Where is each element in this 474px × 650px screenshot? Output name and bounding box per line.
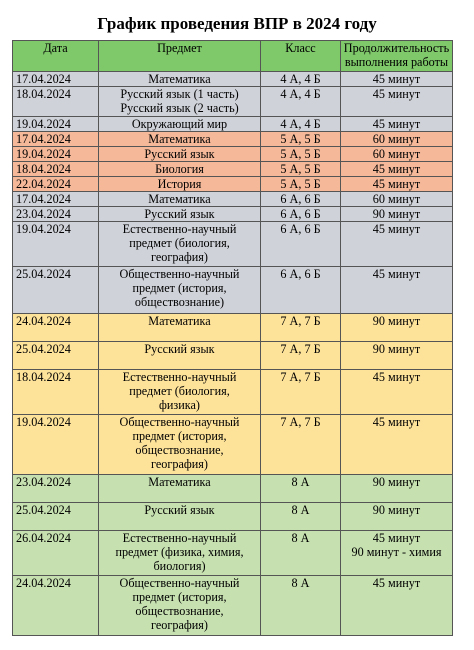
cell-date: 18.04.2024 (13, 87, 99, 117)
subject-line: Общественно-научный (119, 267, 240, 281)
cell-duration (341, 415, 453, 475)
cell-class: 8 А (261, 503, 341, 531)
table-row (13, 207, 453, 222)
subject-line: предмет (история, (132, 429, 227, 443)
cell-class: 4 А, 4 Б (261, 117, 341, 132)
subject-line: Математика (148, 475, 211, 489)
cell-subject (99, 531, 261, 576)
subject-line: Русский язык (144, 207, 215, 221)
cell-date: 26.04.2024 (13, 531, 99, 576)
subject-line: Естественно-научный (122, 222, 237, 236)
cell-duration (341, 177, 453, 192)
cell-subject (99, 576, 261, 636)
duration-line: 90 минут - химия (351, 545, 442, 559)
table-row (13, 222, 453, 267)
cell-subject (99, 267, 261, 314)
subject-line: предмет (история, (132, 590, 227, 604)
cell-class: 5 А, 5 Б (261, 162, 341, 177)
cell-date: 19.04.2024 (13, 415, 99, 475)
duration-line: 45 минут (372, 162, 421, 176)
subject-line: Русский язык (2 часть) (120, 101, 239, 115)
table-row (13, 576, 453, 636)
cell-subject (99, 177, 261, 192)
duration-line: 45 минут (372, 370, 421, 384)
cell-date: 19.04.2024 (13, 147, 99, 162)
cell-class: 8 А (261, 576, 341, 636)
cell-class: 6 А, 6 Б (261, 222, 341, 267)
subject-line: Математика (148, 132, 211, 146)
header-subject: Предмет (99, 41, 261, 72)
duration-line: 45 минут (372, 72, 421, 86)
table-row (13, 267, 453, 314)
cell-date: 18.04.2024 (13, 370, 99, 415)
duration-line: 90 минут (372, 207, 421, 221)
duration-line: 90 минут (372, 314, 421, 328)
cell-duration (341, 314, 453, 342)
subject-line: предмет (биология, (129, 384, 230, 398)
cell-date: 25.04.2024 (13, 342, 99, 370)
cell-duration (341, 342, 453, 370)
cell-duration (341, 132, 453, 147)
cell-class: 7 А, 7 Б (261, 314, 341, 342)
cell-date: 24.04.2024 (13, 576, 99, 636)
cell-class: 8 А (261, 531, 341, 576)
duration-line: 45 минут (372, 117, 421, 131)
table-row (13, 314, 453, 342)
duration-line: 45 минут (372, 415, 421, 429)
table-row (13, 531, 453, 576)
cell-duration (341, 475, 453, 503)
cell-subject (99, 314, 261, 342)
duration-line: 60 минут (372, 147, 421, 161)
subject-line: Русский язык (144, 147, 215, 161)
header-class: Класс (261, 41, 341, 72)
table-row (13, 87, 453, 117)
cell-class: 4 А, 4 Б (261, 72, 341, 87)
cell-class: 7 А, 7 Б (261, 415, 341, 475)
table-row (13, 370, 453, 415)
subject-line: обществознание) (134, 295, 225, 309)
subject-line: Окружающий мир (131, 117, 228, 131)
cell-duration (341, 72, 453, 87)
duration-line: 45 минут (372, 531, 421, 545)
subject-line: обществознание, (135, 443, 224, 457)
cell-subject (99, 117, 261, 132)
duration-line: 45 минут (372, 87, 421, 101)
cell-duration (341, 222, 453, 267)
header-duration: Продолжительность выполнения работы (341, 41, 453, 72)
cell-class: 5 А, 5 Б (261, 147, 341, 162)
subject-line: История (157, 177, 202, 191)
cell-class: 7 А, 7 Б (261, 342, 341, 370)
page-title: График проведения ВПР в 2024 году (97, 14, 377, 33)
cell-duration (341, 370, 453, 415)
duration-line: 90 минут (372, 503, 421, 517)
cell-date: 25.04.2024 (13, 503, 99, 531)
table-row (13, 503, 453, 531)
cell-date: 23.04.2024 (13, 475, 99, 503)
subject-line: предмет (физика, химия, (115, 545, 244, 559)
duration-line: 45 минут (372, 576, 421, 590)
cell-duration (341, 147, 453, 162)
duration-line: 60 минут (372, 192, 421, 206)
cell-subject (99, 87, 261, 117)
cell-subject (99, 503, 261, 531)
cell-date: 17.04.2024 (13, 192, 99, 207)
cell-subject (99, 222, 261, 267)
table-row (13, 192, 453, 207)
table-row (13, 162, 453, 177)
subject-line: предмет (биология, (129, 236, 230, 250)
subject-line: Математика (148, 72, 211, 86)
cell-date: 22.04.2024 (13, 177, 99, 192)
subject-line: физика) (159, 398, 200, 412)
table-row (13, 342, 453, 370)
duration-line: 45 минут (372, 177, 421, 191)
table-row (13, 177, 453, 192)
subject-line: Общественно-научный (119, 576, 240, 590)
duration-line: 90 минут (372, 342, 421, 356)
subject-line: Естественно-научный (122, 370, 237, 384)
cell-date: 19.04.2024 (13, 222, 99, 267)
cell-class: 8 А (261, 475, 341, 503)
cell-subject (99, 72, 261, 87)
cell-duration (341, 117, 453, 132)
cell-duration (341, 192, 453, 207)
subject-line: предмет (история, (132, 281, 227, 295)
cell-subject (99, 415, 261, 475)
cell-duration (341, 162, 453, 177)
cell-class: 7 А, 7 Б (261, 370, 341, 415)
subject-line: география) (151, 457, 208, 471)
header-date: Дата (13, 41, 99, 72)
cell-date: 24.04.2024 (13, 314, 99, 342)
subject-line: Общественно-научный (119, 415, 240, 429)
cell-date: 23.04.2024 (13, 207, 99, 222)
cell-date: 19.04.2024 (13, 117, 99, 132)
cell-class: 6 А, 6 Б (261, 207, 341, 222)
cell-duration (341, 267, 453, 314)
duration-line: 45 минут (372, 267, 421, 281)
cell-date: 18.04.2024 (13, 162, 99, 177)
cell-class: 5 А, 5 Б (261, 132, 341, 147)
cell-date: 17.04.2024 (13, 132, 99, 147)
cell-class: 4 А, 4 Б (261, 87, 341, 117)
cell-class: 6 А, 6 Б (261, 267, 341, 314)
subject-line: география) (151, 250, 208, 264)
subject-line: Естественно-научный (122, 531, 237, 545)
table-row (13, 117, 453, 132)
cell-subject (99, 162, 261, 177)
subject-line: Биология (155, 162, 204, 176)
cell-duration (341, 87, 453, 117)
cell-duration (341, 207, 453, 222)
cell-duration (341, 576, 453, 636)
table-header-row (13, 41, 453, 72)
duration-line: 60 минут (372, 132, 421, 146)
table-row (13, 72, 453, 87)
table-body (13, 72, 453, 636)
table-row (13, 132, 453, 147)
schedule-table (12, 40, 453, 636)
subject-line: география) (151, 618, 208, 632)
subject-line: обществознание, (135, 604, 224, 618)
table-row (13, 475, 453, 503)
cell-subject (99, 147, 261, 162)
subject-line: Русский язык (144, 342, 215, 356)
cell-subject (99, 370, 261, 415)
table-row (13, 147, 453, 162)
cell-subject (99, 207, 261, 222)
duration-line: 45 минут (372, 222, 421, 236)
cell-duration (341, 531, 453, 576)
cell-date: 25.04.2024 (13, 267, 99, 314)
subject-line: Математика (148, 192, 211, 206)
cell-subject (99, 192, 261, 207)
cell-class: 5 А, 5 Б (261, 177, 341, 192)
cell-subject (99, 132, 261, 147)
table-row (13, 415, 453, 475)
subject-line: биология) (153, 559, 206, 573)
cell-duration (341, 503, 453, 531)
cell-date: 17.04.2024 (13, 72, 99, 87)
subject-line: Русский язык (144, 503, 215, 517)
subject-line: Русский язык (1 часть) (120, 87, 239, 101)
subject-line: Математика (148, 314, 211, 328)
cell-subject (99, 342, 261, 370)
cell-class: 6 А, 6 Б (261, 192, 341, 207)
cell-subject (99, 475, 261, 503)
duration-line: 90 минут (372, 475, 421, 489)
